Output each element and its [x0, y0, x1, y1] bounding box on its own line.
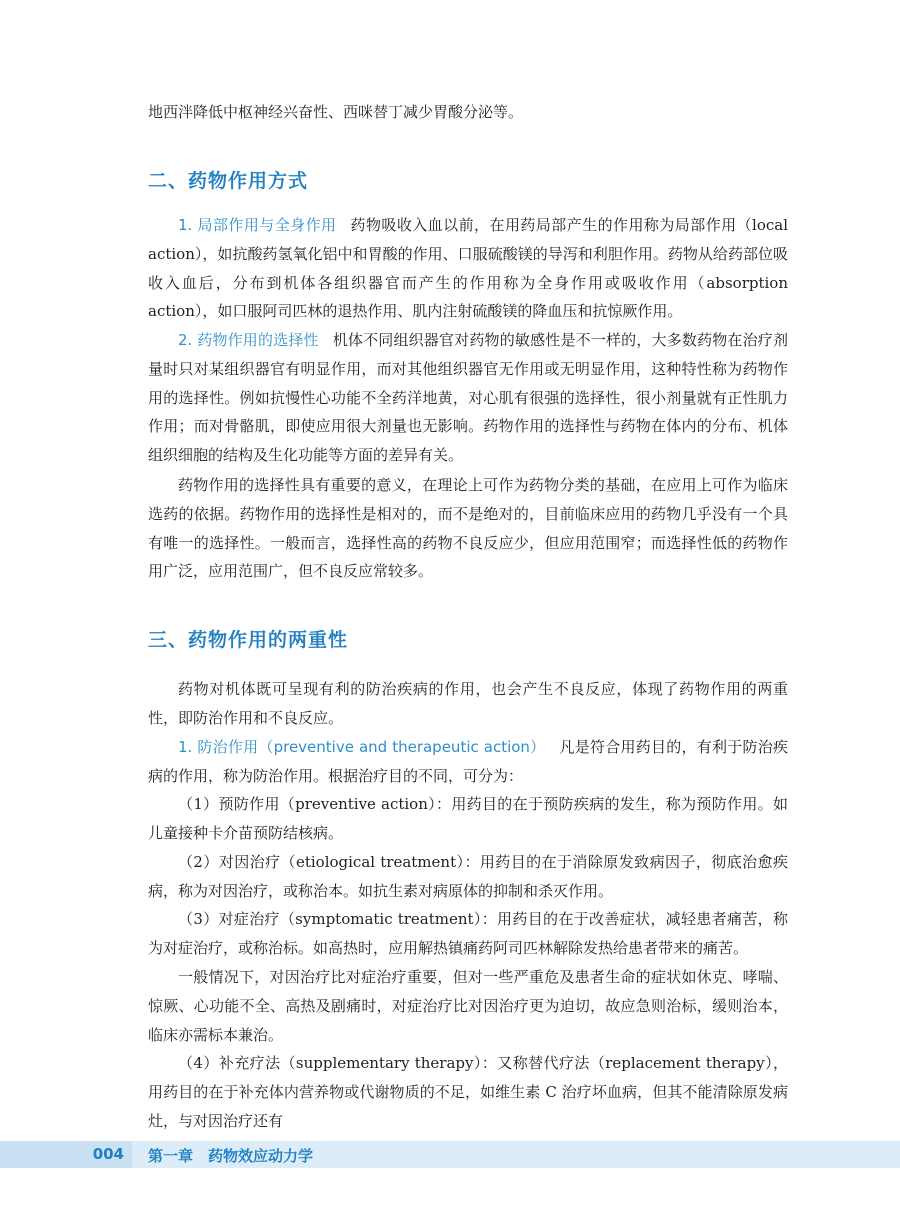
subheading-local-systemic: 1. 局部作用与全身作用: [178, 216, 337, 234]
section-3-paragraph-3: （1）预防作用（preventive action）：用药目的在于预防疾病的发生，称为预防作用。如儿童接种卡介苗预防结核病。: [148, 795, 788, 842]
paragraph-text: 凡是符合用药目的，有利于防治疾病的作用，称为防治作用。根据治疗目的不同，可分为：: [148, 738, 788, 785]
section-2-paragraph-2: [148, 326, 788, 470]
section-2-paragraph-3: 药物作用的选择性具有重要的意义，在理论上可作为药物分类的基础，在应用上可作为临床选药的依据。药物作用的选择性是相对的，而不是绝对的，目前临床应用的药物几乎没有一个具有唯一的选择性。一般而言，选择性高的药物不良反应少，但应用范围窄；而选择性低的药物作用广泛，应用范围广，但不良反应常较多。: [148, 476, 788, 581]
page-number-box: [0, 1141, 132, 1168]
section-3-paragraph-1: 药物对机体既可呈现有利的防治疾病的作用，也会产生不良反应，体现了药物作用的两重性，即防治作用和不良反应。: [148, 680, 788, 727]
section-2-paragraph-1: [148, 211, 788, 326]
section-3-heading: 三、药物作用的两重性: [148, 629, 349, 651]
paragraph-text: 药物吸收入血以前，在用药局部产生的作用称为局部作用（local action），如抗酸药氢氧化铝中和胃酸的作用、口服硫酸镁的导泻和利胆作用。药物从给药部位吸收入血后，分布到机体各组织器官而产生的作用称为全身作用或吸收作用（absorption action），如口服阿司匹林的退热作用、肌内注射硫酸镁的降血压和抗惊厥作用。: [148, 216, 788, 321]
subheading-selectivity: 2. 药物作用的选择性: [178, 331, 319, 349]
page-number: 004: [92, 1145, 124, 1163]
footer-bar: [0, 1141, 900, 1168]
section-2-heading: 二、药物作用方式: [148, 170, 309, 192]
section-3-paragraph-7: （4）补充疗法（supplementary therapy）：又称替代疗法（replacement therapy），用药目的在于补充体内营养物或代谢物质的不足，如维生素 C 治疗坏血病，但其不能清除原发病灶，与对因治疗还有: [148, 1054, 788, 1130]
subheading-prevention-treatment: 1. 防治作用（preventive and therapeutic action）: [178, 738, 546, 756]
section-3-paragraph-4: （2）对因治疗（etiological treatment）：用药目的在于消除原发致病因子，彻底治愈疾病，称为对因治疗，或称治本。如抗生素对病原体的抑制和杀灭作用。: [148, 853, 788, 900]
section-3-paragraph-2: [148, 733, 788, 791]
intro-line: 地西泮降低中枢神经兴奋性、西咪替丁减少胃酸分泌等。: [148, 103, 524, 121]
paragraph-text: 机体不同组织器官对药物的敏感性是不一样的，大多数药物在治疗剂量时只对某组织器官有明显作用，而对其他组织器官无作用或无明显作用，这种特性称为药物作用的选择性。例如抗慢性心功能不全药洋地黄，对心肌有很强的选择性，很小剂量就有正性肌力作用；而对骨骼肌，即使应用很大剂量也无影响。药物作用的选择性与药物在体内的分布、机体组织细胞的结构及生化功能等方面的差异有关。: [148, 331, 788, 465]
section-3-paragraph-5: （3）对症治疗（symptomatic treatment）：用药目的在于改善症状，减轻患者痛苦，称为对症治疗，或称治标。如高热时，应用解热镇痛药阿司匹林解除发热给患者带来的痛苦。: [148, 910, 788, 957]
chapter-title: 第一章 药物效应动力学: [148, 1147, 314, 1165]
section-3-paragraph-6: 一般情况下，对因治疗比对症治疗重要，但对一些严重危及患者生命的症状如休克、哮喘、惊厥、心功能不全、高热及剧痛时，对症治疗比对因治疗更为迫切，故应急则治标，缓则治本，临床亦需标本兼治。: [148, 968, 788, 1044]
